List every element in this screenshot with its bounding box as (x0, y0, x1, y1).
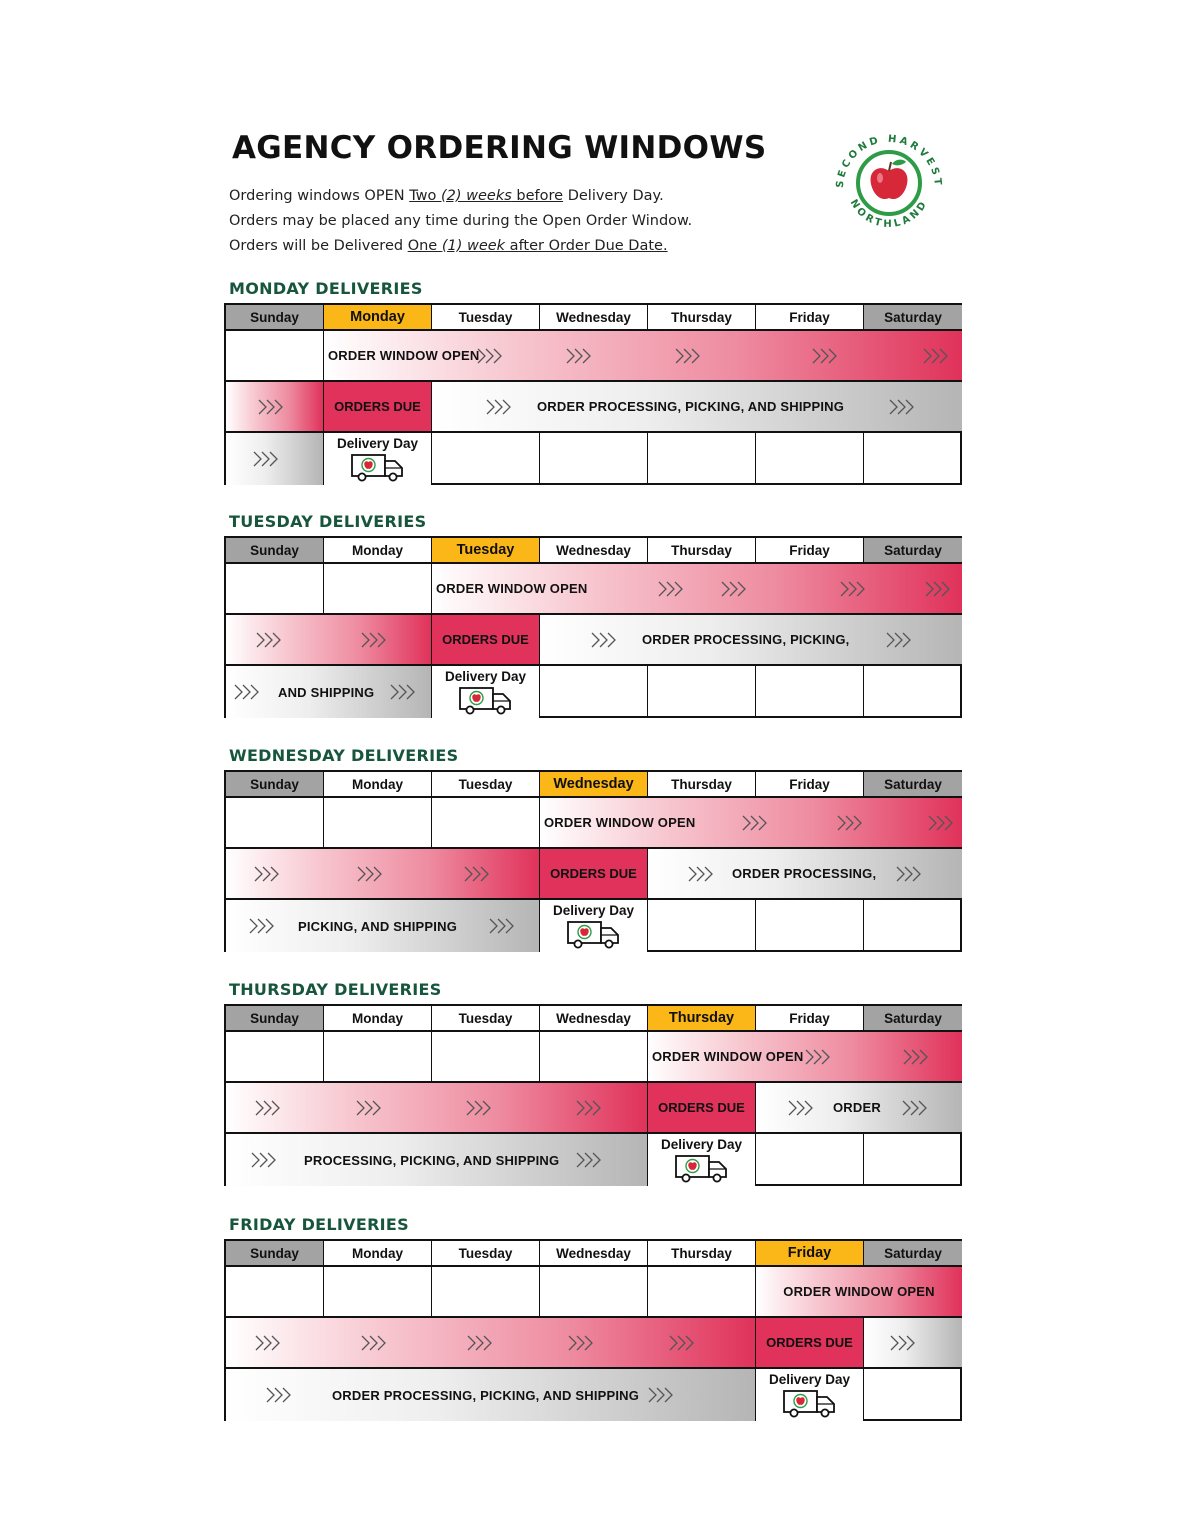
processing-bar (432, 382, 962, 433)
day-header-friday: Friday (756, 1006, 864, 1032)
delivery-truck-icon (565, 919, 623, 949)
chevron-triple-icon (889, 1334, 917, 1352)
chevron-triple-icon (485, 398, 513, 416)
empty-cell (432, 798, 540, 849)
day-header-monday: Monday (324, 1006, 432, 1032)
order-window-open-bar (756, 1267, 962, 1318)
pre-due-bar (226, 382, 324, 433)
intro-line-1: Ordering windows OPEN Two (2) weeks before Delivery Day. (229, 188, 664, 204)
pre-due-bar (226, 1083, 648, 1134)
empty-cell (864, 900, 962, 952)
delivery-day-cell (648, 1134, 756, 1186)
chevron-triple-icon (360, 631, 388, 649)
bar-label: ORDER PROCESSING, PICKING, (642, 632, 850, 647)
chevron-triple-icon (355, 1099, 383, 1117)
orders-due-cell: ORDERS DUE (432, 615, 540, 666)
day-header-sunday: Sunday (226, 538, 324, 564)
chevron-triple-icon (356, 865, 384, 883)
delivery-day-cell (324, 433, 432, 485)
schedule-tuesday-deliveries (224, 536, 962, 718)
day-header-wednesday: Wednesday (540, 305, 648, 331)
chevron-triple-icon (248, 917, 276, 935)
chevron-triple-icon (575, 1099, 603, 1117)
empty-cell (540, 433, 648, 485)
day-header-sunday: Sunday (226, 305, 324, 331)
pre-due-bar (226, 849, 540, 900)
shipping-bar (226, 900, 540, 952)
day-header-saturday: Saturday (864, 538, 962, 564)
empty-cell (756, 433, 864, 485)
empty-cell (432, 1267, 540, 1318)
empty-cell (648, 433, 756, 485)
chevron-triple-icon (575, 1151, 603, 1169)
empty-cell (540, 1267, 648, 1318)
empty-cell (226, 1267, 324, 1318)
day-header-sunday: Sunday (226, 1006, 324, 1032)
empty-cell (226, 1032, 324, 1083)
delivery-day-label: Delivery Day (444, 669, 527, 684)
empty-cell (432, 433, 540, 485)
chevron-triple-icon (885, 631, 913, 649)
chevron-triple-icon (901, 1099, 929, 1117)
chevron-triple-icon (924, 580, 952, 598)
chevron-triple-icon (466, 1334, 494, 1352)
chevron-triple-icon (233, 683, 261, 701)
bar-label: ORDER PROCESSING, PICKING, AND SHIPPING (537, 399, 845, 414)
schedule-wednesday-deliveries (224, 770, 962, 952)
delivery-day-label: Delivery Day (660, 1137, 743, 1152)
delivery-day-label: Delivery Day (336, 436, 419, 451)
shipping-bar (226, 666, 432, 718)
intro-text (229, 184, 692, 259)
chevron-triple-icon (839, 580, 867, 598)
chevron-triple-icon (836, 814, 864, 832)
day-header-saturday: Saturday (864, 1241, 962, 1267)
delivery-truck-icon (673, 1153, 731, 1183)
empty-cell (324, 1032, 432, 1083)
empty-cell (540, 666, 648, 718)
chevron-triple-icon (255, 631, 283, 649)
day-header-saturday: Saturday (864, 1006, 962, 1032)
chevron-triple-icon (741, 814, 769, 832)
empty-cell (324, 564, 432, 615)
chevron-triple-icon (265, 1386, 293, 1404)
day-header-wednesday: Wednesday (540, 538, 648, 564)
processing-bar (648, 849, 962, 900)
empty-cell (226, 564, 324, 615)
chevron-triple-icon (465, 1099, 493, 1117)
chevron-triple-icon (647, 1386, 675, 1404)
empty-cell (648, 900, 756, 952)
delivery-day-cell (432, 666, 540, 718)
chevron-triple-icon (253, 865, 281, 883)
chevron-triple-icon (888, 398, 916, 416)
empty-cell (648, 666, 756, 718)
intro-line-3: Orders will be Delivered One (1) week after Order Due Date. (229, 238, 668, 254)
day-header-monday: Monday (324, 538, 432, 564)
chevron-triple-icon (463, 865, 491, 883)
bar-label: ORDER WINDOW OPEN (783, 1284, 935, 1299)
chevron-triple-icon (902, 1048, 930, 1066)
empty-cell (226, 331, 324, 382)
day-header-sunday: Sunday (226, 772, 324, 798)
bar-label: ORDER WINDOW OPEN (652, 1049, 804, 1064)
day-header-friday: Friday (756, 538, 864, 564)
order-window-open-bar (432, 564, 962, 615)
pre-due-bar (226, 1318, 756, 1369)
chevron-triple-icon (687, 865, 715, 883)
order-window-open-bar (324, 331, 962, 382)
bar-label: ORDER WINDOW OPEN (436, 581, 588, 596)
section-title-tuesday-deliveries: TUESDAY DELIVERIES (229, 512, 427, 531)
bar-label: PICKING, AND SHIPPING (298, 918, 458, 934)
day-header-wednesday: Wednesday (540, 1006, 648, 1032)
chevron-triple-icon (252, 450, 280, 468)
bar-label: ORDER PROCESSING, (732, 866, 877, 881)
chevron-triple-icon (254, 1099, 282, 1117)
chevron-triple-icon (254, 1334, 282, 1352)
schedule-thursday-deliveries (224, 1004, 962, 1186)
order-window-open-bar (648, 1032, 962, 1083)
day-header-tuesday: Tuesday (432, 772, 540, 798)
bar-label: AND SHIPPING (278, 684, 375, 700)
chevron-triple-icon (590, 631, 618, 649)
day-header-thursday: Thursday (648, 1006, 756, 1032)
delivery-day-label: Delivery Day (768, 1372, 851, 1387)
day-header-sunday: Sunday (226, 1241, 324, 1267)
empty-cell (864, 1369, 962, 1421)
empty-cell (756, 666, 864, 718)
chevron-triple-icon (657, 580, 685, 598)
day-header-saturday: Saturday (864, 772, 962, 798)
section-title-wednesday-deliveries: WEDNESDAY DELIVERIES (229, 746, 459, 765)
empty-cell (756, 900, 864, 952)
chevron-triple-icon (567, 1334, 595, 1352)
delivery-day-label: Delivery Day (552, 903, 635, 918)
chevron-triple-icon (257, 398, 285, 416)
section-title-thursday-deliveries: THURSDAY DELIVERIES (229, 980, 442, 999)
bar-label: ORDER WINDOW OPEN (328, 348, 480, 363)
day-header-wednesday: Wednesday (540, 1241, 648, 1267)
chevron-triple-icon (360, 1334, 388, 1352)
chevron-triple-icon (565, 347, 593, 365)
order-window-open-bar (540, 798, 962, 849)
chevron-triple-icon (668, 1334, 696, 1352)
chevron-triple-icon (811, 347, 839, 365)
orders-due-cell: ORDERS DUE (756, 1318, 864, 1369)
section-title-friday-deliveries: FRIDAY DELIVERIES (229, 1215, 409, 1234)
chevron-triple-icon (804, 1048, 832, 1066)
chevron-triple-icon (250, 1151, 278, 1169)
shipping-bar (226, 1134, 648, 1186)
day-header-tuesday: Tuesday (432, 1241, 540, 1267)
logo-text-top: SECOND HARVEST (834, 133, 944, 189)
day-header-thursday: Thursday (648, 772, 756, 798)
page-title: AGENCY ORDERING WINDOWS (232, 130, 767, 166)
chevron-triple-icon (895, 865, 923, 883)
pre-due-bar (226, 615, 432, 666)
day-header-wednesday: Wednesday (540, 772, 648, 798)
orders-due-cell: ORDERS DUE (540, 849, 648, 900)
day-header-tuesday: Tuesday (432, 305, 540, 331)
day-header-tuesday: Tuesday (432, 1006, 540, 1032)
shipping-bar (226, 433, 324, 485)
empty-cell (648, 1267, 756, 1318)
chevron-triple-icon (674, 347, 702, 365)
chevron-triple-icon (927, 814, 955, 832)
empty-cell (864, 666, 962, 718)
logo-text-bottom: NORTHLAND (847, 197, 931, 230)
processing-bar (540, 615, 962, 666)
day-header-saturday: Saturday (864, 305, 962, 331)
day-header-monday: Monday (324, 772, 432, 798)
chevron-triple-icon (476, 347, 504, 365)
chevron-triple-icon (389, 683, 417, 701)
delivery-truck-icon (781, 1388, 839, 1418)
bar-label: ORDER (833, 1100, 881, 1115)
empty-cell (864, 1134, 962, 1186)
day-header-friday: Friday (756, 1241, 864, 1267)
intro-line-2: Orders may be placed any time during the Open Order Window. (229, 213, 693, 229)
day-header-friday: Friday (756, 305, 864, 331)
empty-cell (540, 1032, 648, 1083)
schedule-friday-deliveries (224, 1239, 962, 1421)
day-header-thursday: Thursday (648, 305, 756, 331)
day-header-monday: Monday (324, 1241, 432, 1267)
bar-label: ORDER WINDOW OPEN (544, 815, 696, 830)
delivery-truck-icon (349, 452, 407, 482)
day-header-monday: Monday (324, 305, 432, 331)
chevron-triple-icon (787, 1099, 815, 1117)
delivery-day-cell (540, 900, 648, 952)
empty-cell (324, 1267, 432, 1318)
second-harvest-logo (826, 126, 952, 236)
bar-label: ORDER PROCESSING, PICKING, AND SHIPPING (332, 1387, 640, 1403)
empty-cell (864, 433, 962, 485)
empty-cell (324, 798, 432, 849)
schedule-monday-deliveries (224, 303, 962, 485)
empty-cell (756, 1134, 864, 1186)
day-header-friday: Friday (756, 772, 864, 798)
orders-due-cell: ORDERS DUE (648, 1083, 756, 1134)
bar-label: PROCESSING, PICKING, AND SHIPPING (304, 1152, 560, 1168)
orders-due-cell: ORDERS DUE (324, 382, 432, 433)
section-title-monday-deliveries: MONDAY DELIVERIES (229, 279, 423, 298)
processing-bar (864, 1318, 962, 1369)
day-header-thursday: Thursday (648, 1241, 756, 1267)
delivery-truck-icon (457, 685, 515, 715)
day-header-thursday: Thursday (648, 538, 756, 564)
empty-cell (226, 798, 324, 849)
chevron-triple-icon (488, 917, 516, 935)
empty-cell (432, 1032, 540, 1083)
chevron-triple-icon (922, 347, 950, 365)
chevron-triple-icon (720, 580, 748, 598)
processing-bar (756, 1083, 962, 1134)
shipping-bar (226, 1369, 756, 1421)
delivery-day-cell (756, 1369, 864, 1421)
day-header-tuesday: Tuesday (432, 538, 540, 564)
